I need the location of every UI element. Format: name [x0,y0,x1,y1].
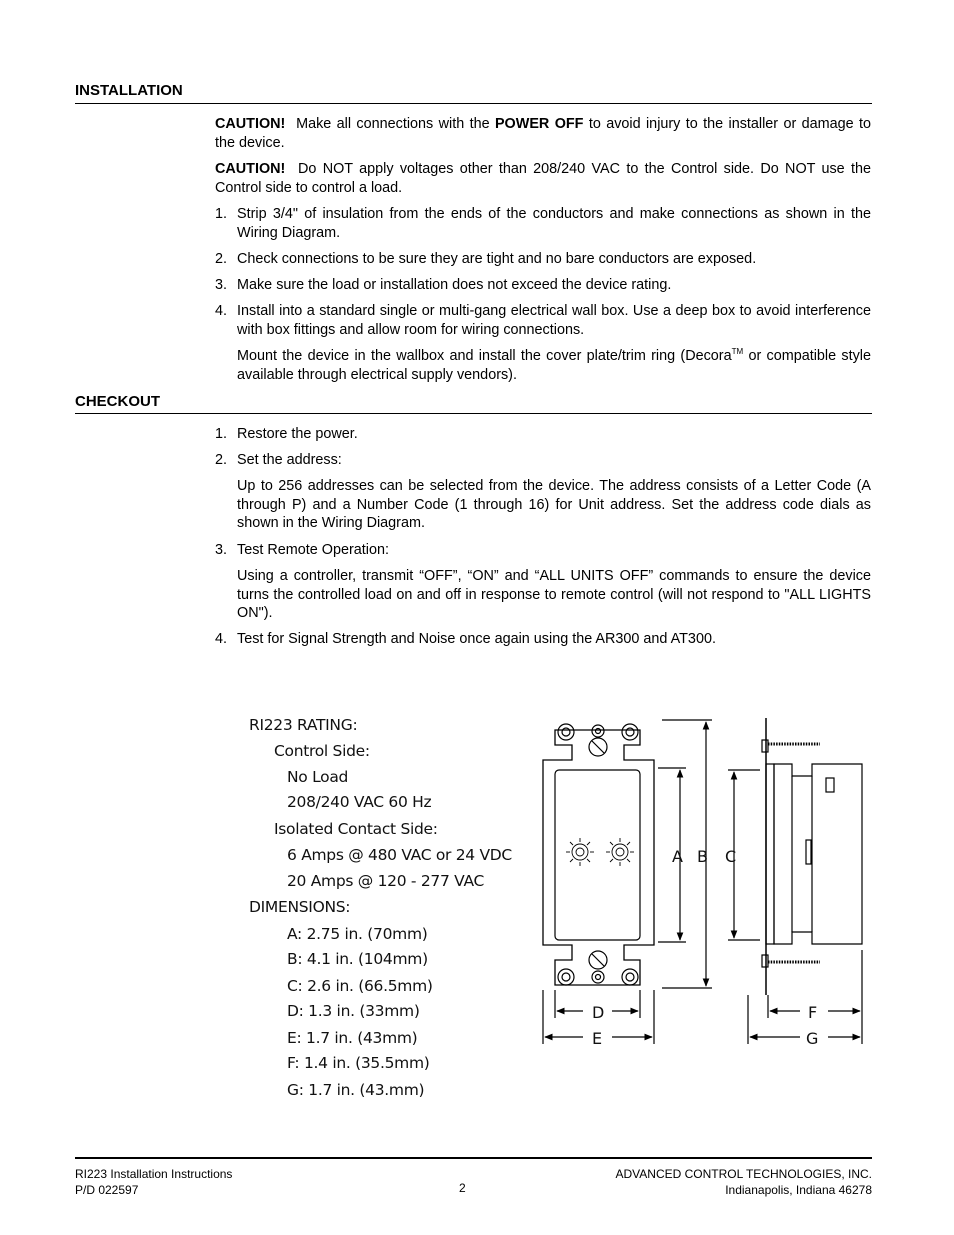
no-load-label: No Load [287,768,349,786]
installation-rule [75,103,872,104]
footer-company: ADVANCED CONTROL TECHNOLOGIES, INC. [615,1167,872,1181]
checkout-step-number: 4. [215,631,228,647]
bottom-screw-hole-left [558,969,574,985]
footer-rule [75,1157,872,1159]
device-side-view [762,718,862,995]
dimension-b: B: 4.1 in. (104mm) [287,950,428,968]
address-paragraph: Up to 256 addresses can be selected from the device. The address consists of a Letter Code (A through P) and a Number Code (1 through 16) for Unit address. Set the address code dials as shown in the Wiring Diagram. [237,478,871,531]
diagram-label-d: D [592,1003,605,1022]
checkout-step-number: 1. [215,426,228,442]
install-step-number: 3. [215,277,228,293]
caution-text-a: Make all connections with the [296,116,490,132]
install-step-text: Install into a standard single or multi-gang electrical wall box. Use a deep box to avoid interference with box fittings and allow room for wiring connections. [237,303,871,338]
top-screw-hole-left [558,724,574,740]
dimension-c: C: 2.6 in. (66.5mm) [287,977,433,995]
caution-voltage-paragraph [215,160,871,197]
dimension-a: A: 2.75 in. (70mm) [287,925,428,943]
dimension-e: E: 1.7 in. (43mm) [287,1029,418,1047]
remote-operation-paragraph: Using a controller, transmit “OFF”, “ON” and “ALL UNITS OFF” commands to ensure the device turns the controlled load on and off in response to remote control (will not respond to "ALL LIGHTS ON"). [237,568,871,621]
footer-part-number: P/D 022597 [75,1183,139,1197]
checkout-step-number: 3. [215,542,228,558]
control-side-label: Control Side: [274,742,370,760]
caution-voltage-text: Do NOT apply voltages other than 208/240 VAC to the Control side. Do NOT use the Control side to control a load. [215,161,871,196]
diagram-label-b: B [697,847,708,866]
install-step-text: Make sure the load or installation does not exceed the device rating. [237,277,672,293]
unit-code-dial [606,838,634,866]
contact-rating-ac: 20 Amps @ 120 - 277 VAC [287,872,485,890]
diagram-label-e: E [592,1029,603,1048]
diagram-label-f: F [808,1003,818,1022]
bottom-screw-hole-center [592,971,604,983]
device-dimension-diagram [530,708,875,1053]
control-voltage: 208/240 VAC 60 Hz [287,793,432,811]
dimension-f: F: 1.4 in. (35.5mm) [287,1054,430,1072]
dimension-g: G: 1.7 in. (43.mm) [287,1081,425,1099]
footer-doc-title: RI223 Installation Instructions [75,1167,233,1181]
contact-rating-dc: 6 Amps @ 480 VAC or 24 VDC [287,846,512,864]
installation-heading: INSTALLATION [75,82,183,99]
caution-label: CAUTION! [215,161,286,177]
checkout-heading: CHECKOUT [75,393,160,410]
top-screw-hole-center [592,725,604,737]
mount-text-b: or compatible style available through electrical supply vendors). [237,348,871,383]
footer-location: Indianapolis, Indiana 46278 [725,1183,872,1197]
mount-text-a: Mount the device in the wallbox and install the cover plate/trim ring (Decora [237,348,732,364]
page-number: 2 [459,1181,466,1195]
install-step-text: Strip 3/4" of insulation from the ends of the conductors and make connections as shown in the Wiring Diagram. [237,206,871,241]
checkout-rule [75,413,872,414]
caution-label: CAUTION! [215,116,286,132]
checkout-step-text: Restore the power. [237,426,358,442]
checkout-step-text: Test Remote Operation: [237,542,389,558]
checkout-step-text: Test for Signal Strength and Noise once again using the AR300 and AT300. [237,631,716,647]
mount-paragraph [237,347,871,384]
bottom-screw-hole-right [622,969,638,985]
checkout-step-number: 2. [215,452,228,468]
install-step-text: Check connections to be sure they are tight and no bare conductors are exposed. [237,251,757,267]
diagram-label-g: G [806,1029,819,1048]
checkout-step-text: Set the address: [237,452,342,468]
trademark-mark: TM [731,347,744,357]
device-yoke [543,730,654,985]
caution-text-b: to avoid injury to the installer or damage to the device. [215,116,871,151]
dimensions-title: DIMENSIONS: [249,898,351,916]
top-screw-hole-right [622,724,638,740]
letter-code-dial [566,838,594,866]
diagram-label-a: A [672,847,683,866]
isolated-side-label: Isolated Contact Side: [274,820,438,838]
diagram-label-c: C [725,847,737,866]
dimension-d: D: 1.3 in. (33mm) [287,1002,420,1020]
install-step-number: 2. [215,251,228,267]
power-off-emphasis: POWER OFF [494,116,584,132]
caution-power-paragraph [215,115,871,152]
install-step-number: 1. [215,206,228,222]
install-step-number: 4. [215,303,228,319]
rating-title: RI223 RATING: [249,716,358,734]
